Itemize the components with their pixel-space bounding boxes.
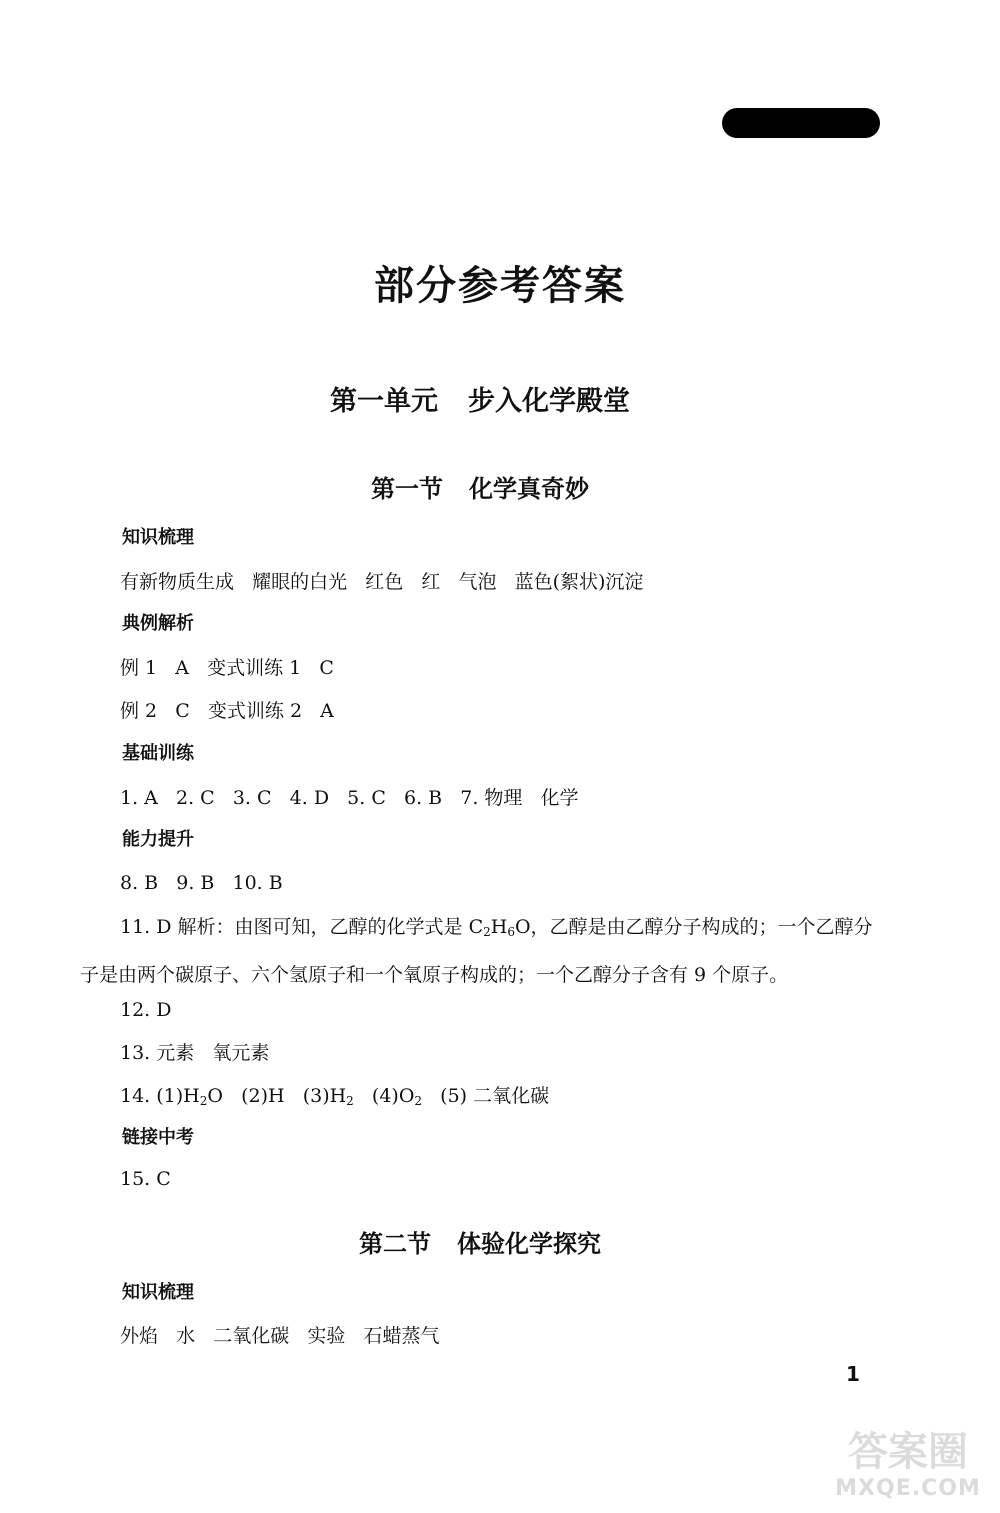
unit-title	[0, 379, 960, 418]
knowledge-answers-2: 外焰 水 二氧化碳 实验 石蜡蒸气	[120, 1325, 440, 1347]
heading-knowledge-2: 知识梳理	[122, 1282, 194, 1303]
knowledge-answers-1: 有新物质生成 耀眼的白光 红色 红 气泡 蓝色(絮状)沉淀	[120, 571, 644, 593]
heading-basic-training: 基础训练	[122, 743, 194, 764]
page-title: 部分参考答案	[374, 263, 626, 309]
heading-exam-link: 链接中考	[122, 1127, 194, 1148]
section-1-name: 化学真奇妙	[469, 475, 589, 503]
unit-name: 步入化学殿堂	[468, 386, 630, 417]
heading-knowledge-1: 知识梳理	[122, 527, 194, 548]
question-13-answer: 13. 元素 氧元素	[120, 1042, 270, 1064]
page-number: 1	[846, 1362, 860, 1386]
question-15-answer: 15. C	[120, 1168, 171, 1190]
unit-number: 第一单元	[330, 386, 438, 417]
section-2-title	[0, 1224, 960, 1259]
section-2-name: 体验化学探究	[457, 1230, 601, 1258]
section-2-number: 第二节	[359, 1230, 431, 1258]
question-12-answer: 12. D	[120, 999, 172, 1021]
ability-answers: 8. B 9. B 10. B	[120, 872, 283, 894]
section-1-number: 第一节	[371, 475, 443, 503]
heading-examples: 典例解析	[122, 613, 194, 634]
example-2-answer: 例 2 C 变式训练 2 A	[120, 700, 334, 722]
basic-training-answers: 1. A 2. C 3. C 4. D 5. C 6. B 7. 物理 化学	[120, 787, 579, 809]
watermark-logo	[822, 1420, 994, 1508]
header-tab-bar	[722, 108, 880, 138]
watermark-mark: 答案圈	[848, 1429, 968, 1475]
question-14-answer: 14. $(1)H_2O$ (2)H $(3)H_2$ $(4)O_2$ (5) 二氧化碳	[120, 1085, 550, 1108]
heading-ability: 能力提升	[122, 829, 194, 850]
watermark-site: MXQE.COM	[835, 1476, 981, 1501]
question-11-answer: 11. D 解析：由图可知，乙醇的化学式是 $C_2H_6O$，乙醇是由乙醇分子构成的；一个乙醇分子是由两个碳原子、六个氢原子和一个氧原子构成的；一个乙醇分子含有 9 个原子。	[80, 916, 873, 986]
section-1-title	[0, 469, 960, 504]
example-1-answer: 例 1 A 变式训练 1 C	[120, 657, 334, 679]
